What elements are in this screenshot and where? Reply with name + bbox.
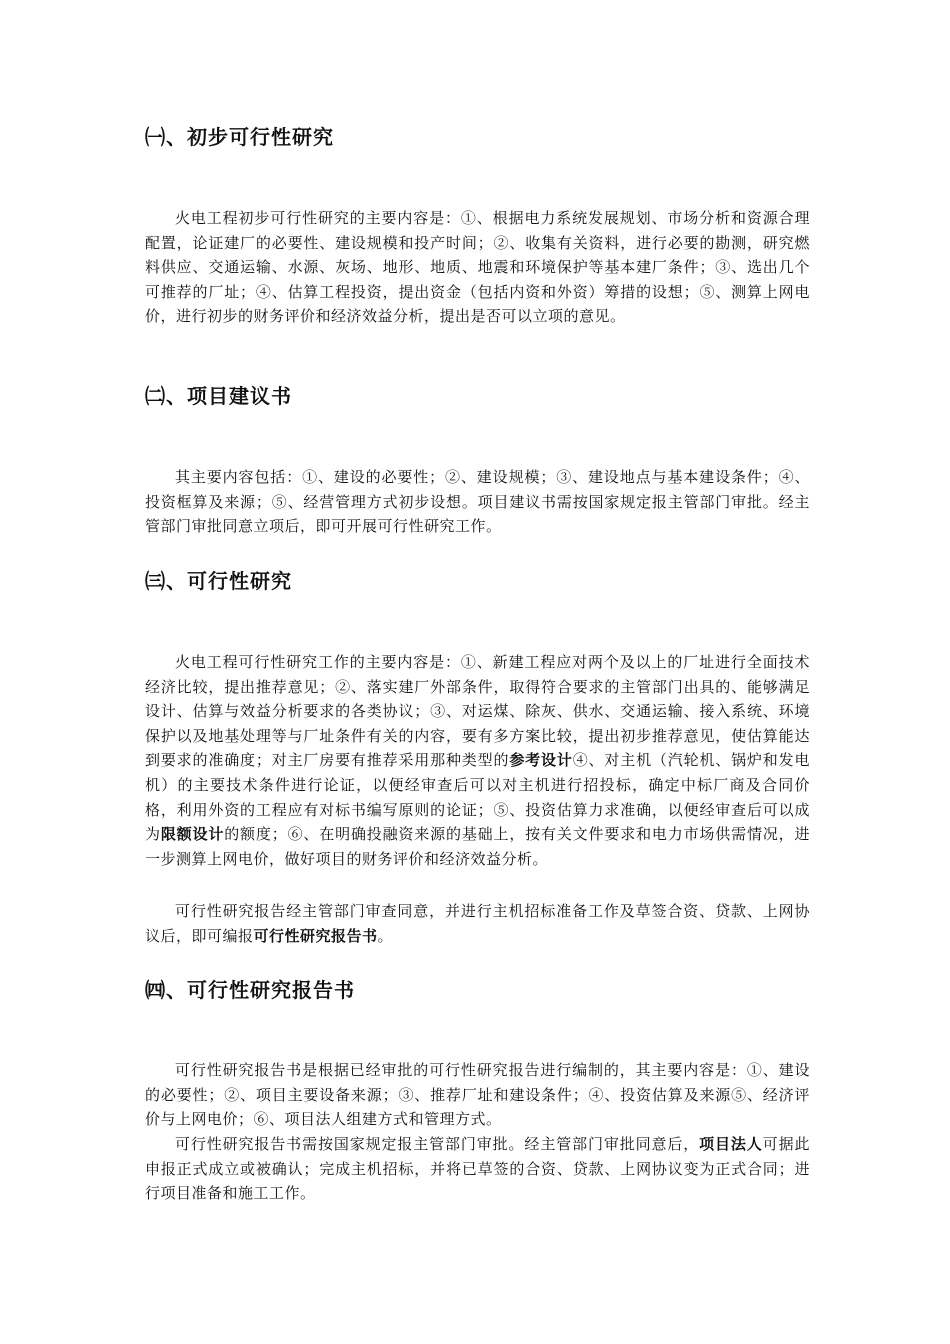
text-run: 可行性研究报告书需按国家规定报主管部门审批。经主管部门审批同意后， [175,1135,700,1153]
section-1-paragraph-1 [145,206,810,329]
section-heading-2: ㈡、项目建议书 [145,384,292,408]
section-4-paragraph-2 [145,1132,810,1206]
section-heading-3: ㈢、可行性研究 [145,569,292,593]
section-3-paragraph-1 [145,650,810,871]
section-2-paragraph-1 [145,465,810,539]
section-heading-1: ㈠、初步可行性研究 [145,125,334,149]
text-run: ④、对主机（汽轮机、锅炉和发电机）的主要技术条件进行论证，以便经审查后可以对主机进行招投标，确定中标厂商及合同价格，利用外资的工程应有对标书编写原则的论证；⑤、投资估算力求准确，以便经审查后可以成为 [145,751,810,844]
text-run: 的额度；⑥、在明确投融资来源的基础上，按有关文件要求和电力市场供需情况，进一步测算上网电价，做好项目的财务评价和经济效益分析。 [145,825,810,868]
text-run: 可行性研究报告经主管部门审查同意，并进行主机招标准备工作及草签合资、贷款、上网协议后，即可编报 [145,902,810,945]
section-4-paragraph-1 [145,1058,810,1132]
text-run: 可行性研究报告书是根据已经审批的可行性研究报告进行编制的，其主要内容是：①、建设的必要性；②、项目主要设备来源；③、推荐厂址和建设条件；④、投资估算及来源⑤、经济评价与上网电价；⑥、项目法人组建方式和管理方式。 [145,1061,810,1129]
bold-term: 可行性研究报告书 [253,926,378,945]
bold-term: 项目法人 [699,1135,763,1153]
bold-term: 限额设计 [160,825,225,844]
text-run: 火电工程初步可行性研究的主要内容是：①、根据电力系统发展规划、市场分析和资源合理配置，论证建厂的必要性、建设规模和投产时间；②、收集有关资料，进行必要的勘测，研究燃料供应、交通运输、水源、灰场、地形、地质、地震和环境保护等基本建厂条件；③、选出几个可推荐的厂址；④、估算工程投资，提出资金（包括内资和外资）筹措的设想；⑤、测算上网电价，进行初步的财务评价和经济效益分析，提出是否可以立项的意见。 [145,209,810,326]
section-heading-4: ㈣、可行性研究报告书 [145,978,355,1002]
text-run: 可据此申报正式成立或被确认；完成主机招标，并将已草签的合资、贷款、上网协议变为正式合同；进行项目准备和施工工作。 [145,1135,810,1203]
text-run: 。 [377,926,394,945]
text-run: 其主要内容包括：①、建设的必要性；②、建设规模；③、建设地点与基本建设条件；④、投资框算及来源；⑤、经营管理方式初步设想。项目建议书需按国家规定报主管部门审批。经主管部门审批同意立项后，即可开展可行性研究工作。 [145,468,810,536]
bold-term: 参考设计 [509,751,573,770]
section-3-paragraph-2 [145,899,810,948]
text-run: 火电工程可行性研究工作的主要内容是：①、新建工程应对两个及以上的厂址进行全面技术经济比较，提出推荐意见；②、落实建厂外部条件，取得符合要求的主管部门出具的、能够满足设计、估算与效益分析要求的各类协议；③、对运煤、除灰、供水、交通运输、接入系统、环境保护以及地基处理等与厂址条件有关的内容，要有多方案比较，提出初步推荐意见，使估算能达到要求的准确度；对主厂房要有推荐采用那种类型的 [145,653,810,770]
